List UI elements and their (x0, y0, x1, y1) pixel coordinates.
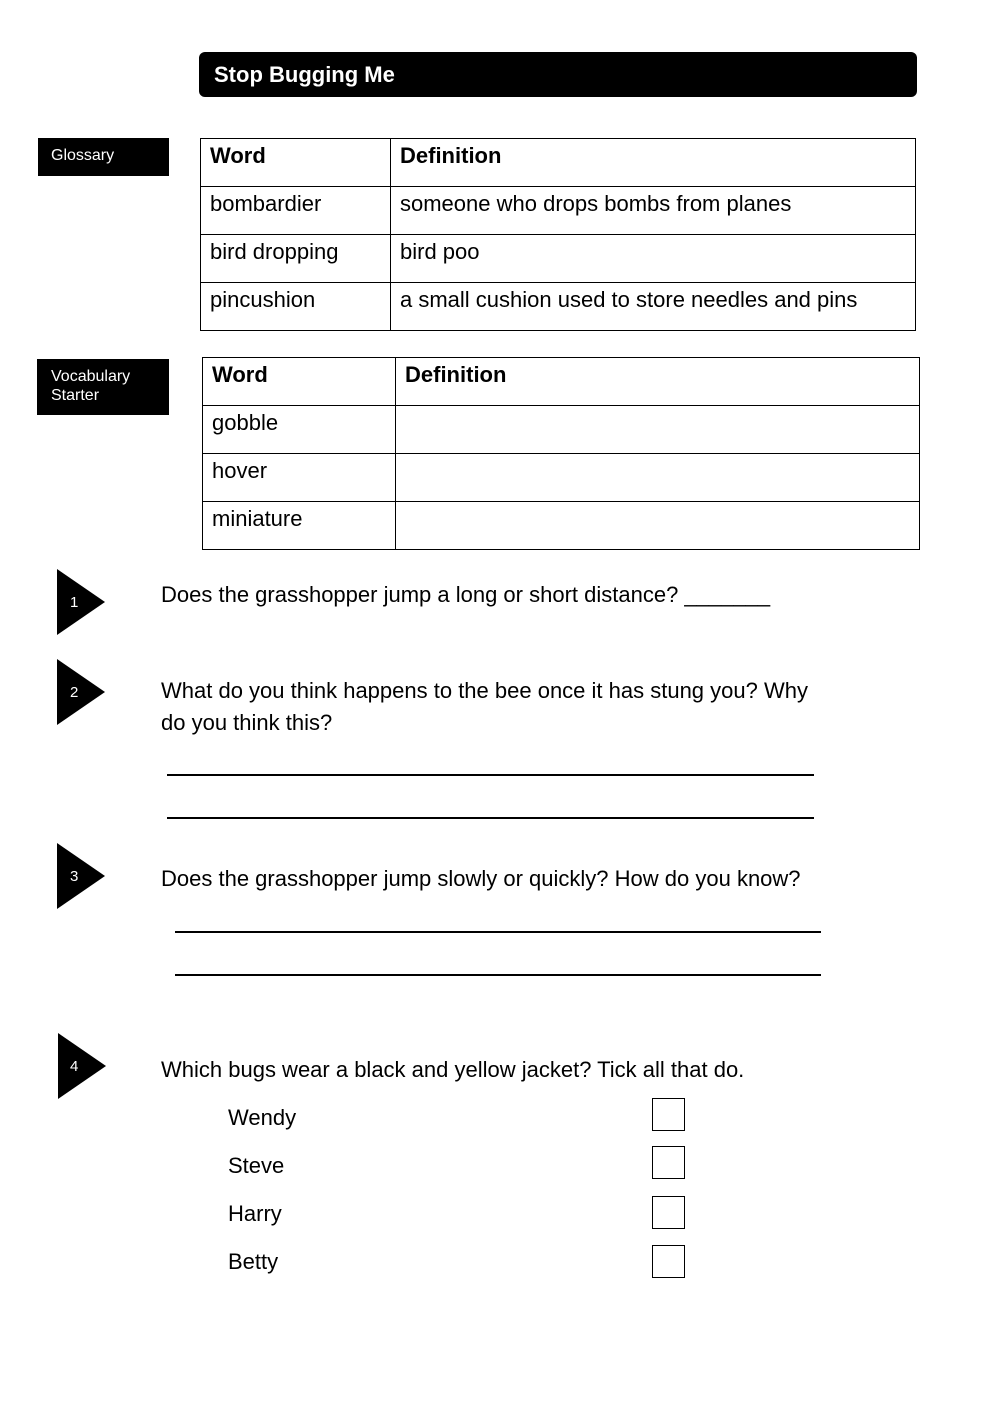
table-header-row (203, 358, 920, 406)
definition-cell: bird poo (391, 235, 916, 283)
definition-cell: someone who drops bombs from planes (391, 187, 916, 235)
word-cell: pincushion (201, 283, 391, 331)
option-label-wendy: Wendy (228, 1105, 297, 1130)
question-1-text: Does the grasshopper jump a long or short distance? _______ (161, 582, 771, 607)
word-cell: miniature (203, 502, 396, 550)
question-3-marker (57, 843, 105, 909)
question-4-marker (58, 1033, 106, 1099)
question-2-marker (57, 659, 105, 725)
definition-cell: a small cushion used to store needles and pins (391, 283, 916, 331)
option-label-harry: Harry (228, 1201, 282, 1226)
table-row (201, 283, 916, 331)
question-3-answer-line[interactable] (175, 974, 821, 976)
definition-header: Definition (391, 139, 916, 187)
table-row (203, 454, 920, 502)
glossary-table (200, 138, 916, 331)
word-cell: hover (203, 454, 396, 502)
question-3-text: Does the grasshopper jump slowly or quickly? How do you know? (161, 866, 801, 891)
vocabulary-starter-label (37, 359, 169, 415)
question-2-answer-line[interactable] (167, 817, 814, 819)
table-row (203, 406, 920, 454)
question-3-answer-line[interactable] (175, 931, 821, 933)
question-1-number: 1 (70, 594, 79, 611)
question-1-marker (57, 569, 105, 635)
table-row (201, 187, 916, 235)
word-header: Word (201, 139, 391, 187)
checkbox-wendy[interactable] (652, 1098, 685, 1131)
option-label-steve: Steve (228, 1153, 285, 1178)
vocabulary-label-line2: Starter (51, 387, 100, 404)
vocabulary-label-line1: Vocabulary (51, 368, 131, 385)
vocabulary-table (202, 357, 920, 550)
option-label-betty: Betty (228, 1249, 279, 1274)
question-2-number: 2 (70, 684, 79, 701)
question-4-number: 4 (70, 1058, 79, 1075)
page-title: Stop Bugging Me (199, 52, 917, 97)
definition-header: Definition (396, 358, 920, 406)
question-3-number: 3 (70, 868, 79, 885)
table-row (203, 502, 920, 550)
word-header: Word (203, 358, 396, 406)
word-cell: bombardier (201, 187, 391, 235)
definition-answer-cell[interactable] (396, 454, 920, 502)
definition-answer-cell[interactable] (396, 406, 920, 454)
question-2-answer-line[interactable] (167, 774, 814, 776)
checkbox-betty[interactable] (652, 1245, 685, 1278)
definition-answer-cell[interactable] (396, 502, 920, 550)
checkbox-steve[interactable] (652, 1146, 685, 1179)
word-cell: gobble (203, 406, 396, 454)
table-header-row (201, 139, 916, 187)
question-2-text-line1: What do you think happens to the bee once it has stung you? Why (161, 678, 808, 703)
glossary-label: Glossary (38, 138, 169, 176)
table-row (201, 235, 916, 283)
question-4-text: Which bugs wear a black and yellow jacket? Tick all that do. (161, 1057, 745, 1082)
checkbox-harry[interactable] (652, 1196, 685, 1229)
word-cell: bird dropping (201, 235, 391, 283)
question-2-text-line2: do you think this? (161, 710, 333, 735)
